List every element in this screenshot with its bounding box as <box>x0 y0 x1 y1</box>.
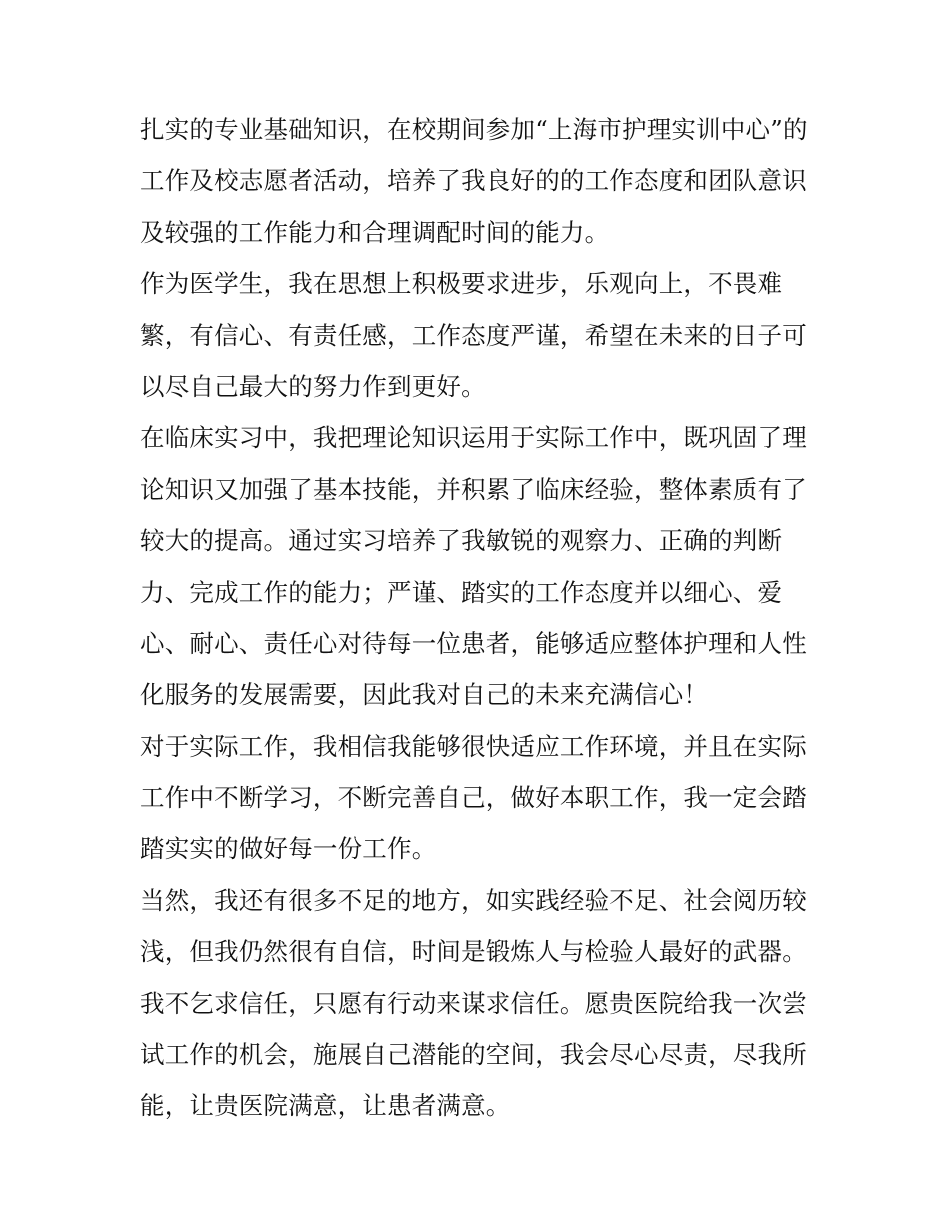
text-line-15: 踏实实的做好每一份工作。 <box>140 834 437 864</box>
text-line-17: 浅，但我仍然很有自信，时间是锻炼人与检验人最好的武器。 <box>140 937 807 967</box>
text-line-19: 试工作的机会，施展自己潜能的空间，我会尽心尽责，尽我所 <box>140 1040 807 1070</box>
text-line-12: 化服务的发展需要，因此我对自己的未来充满信心！ <box>140 680 709 710</box>
text-line-14: 工作中不断学习，不断完善自己，做好本职工作，我一定会踏 <box>140 783 807 813</box>
text-line-10: 力、完成工作的能力；严谨、踏实的工作态度并以细心、爱 <box>140 577 783 607</box>
text-line-5: 繁，有信心、有责任感，工作态度严谨，希望在未来的日子可 <box>140 320 807 350</box>
document-body <box>140 104 830 1132</box>
text-line-3: 及较强的工作能力和合理调配时间的能力。 <box>140 217 610 247</box>
text-line-7: 在临床实习中，我把理论知识运用于实际工作中，既巩固了理 <box>140 423 807 453</box>
text-line-9: 较大的提高。通过实习培养了我敏锐的观察力、正确的判断 <box>140 526 783 556</box>
text-line-20: 能，让贵医院满意，让患者满意。 <box>140 1091 511 1121</box>
text-line-1: 扎实的专业基础知识，在校期间参加“上海市护理实训中心”的 <box>140 115 808 144</box>
text-line-13: 对于实际工作，我相信我能够很快适应工作环境，并且在实际 <box>140 731 807 761</box>
text-line-8: 论知识又加强了基本技能，并积累了临床经验，整体素质有了 <box>140 474 807 504</box>
text-line-4: 作为医学生，我在思想上积极要求进步，乐观向上，不畏难 <box>140 269 783 299</box>
text-line-16: 当然，我还有很多不足的地方，如实践经验不足、社会阅历较 <box>140 885 807 915</box>
text-line-18: 我不乞求信任，只愿有行动来谋求信任。愿贵医院给我一次尝 <box>140 988 807 1018</box>
text-line-6: 以尽自己最大的努力作到更好。 <box>140 371 486 401</box>
text-line-2: 工作及校志愿者活动，培养了我良好的的工作态度和团队意识 <box>140 166 807 196</box>
text-line-11: 心、耐心、责任心对待每一位患者，能够适应整体护理和人性 <box>140 628 807 658</box>
